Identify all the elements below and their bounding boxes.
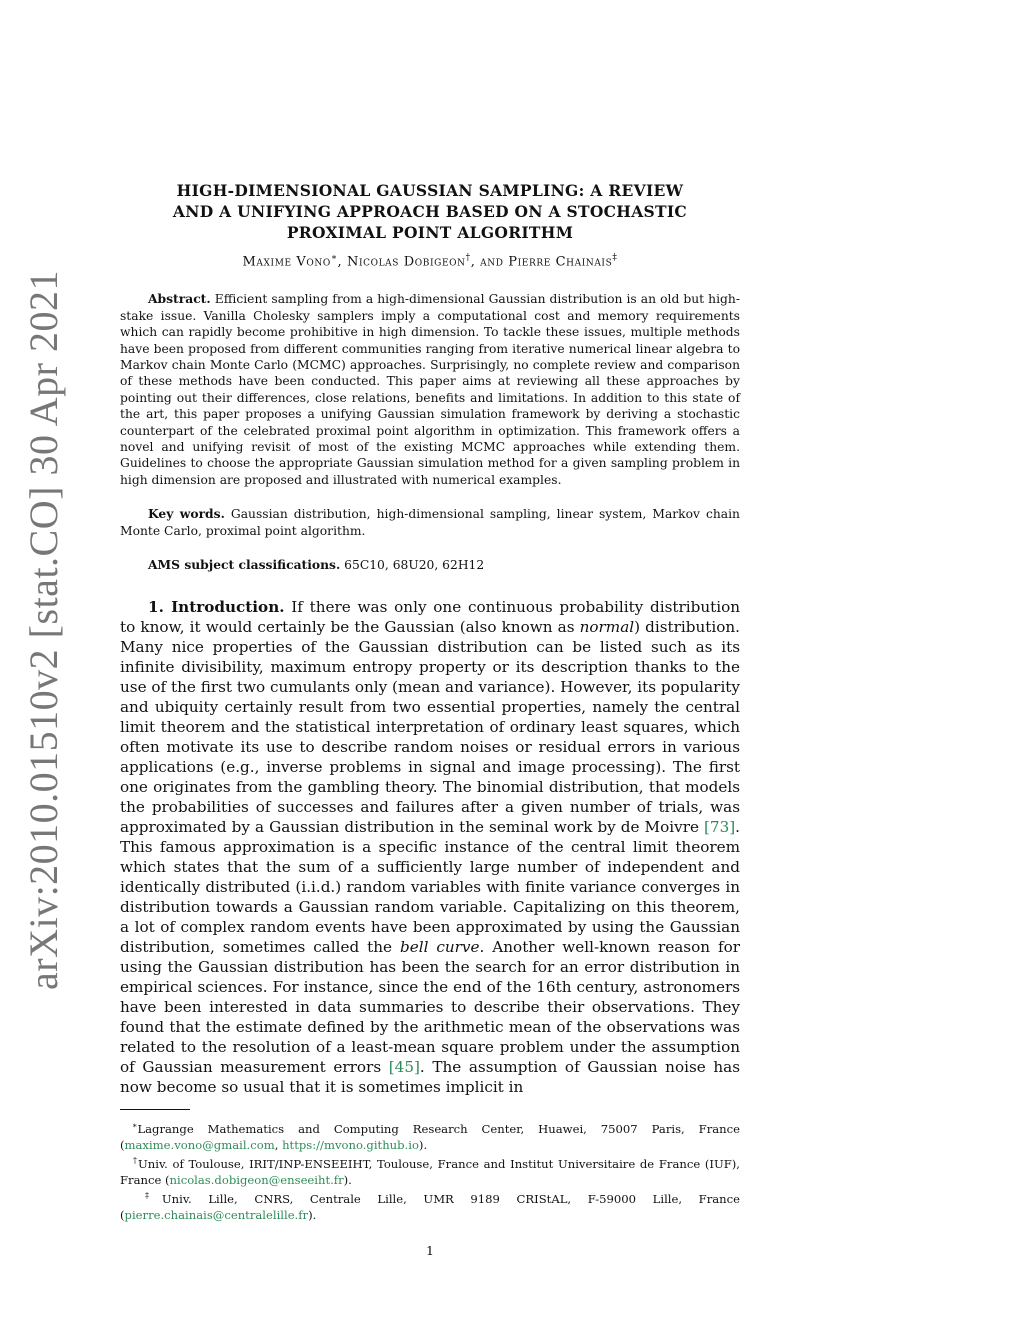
footnote-mark: † (132, 1156, 139, 1166)
footnote-mark[interactable]: ∗ (330, 253, 338, 263)
author-separator: , (337, 254, 348, 270)
intro-text: ) distribution. Many nice properties of the Gaussian distribution can be listed such as its infinite divisibility, maximum entropy property or its description thanks to the use of the first two cumulants only (mean and variance). However, its popularity and ubiquity certainly result from two essential properties, namely the central limit theorem and the statistical interpretation of ordinary least squares, which often motivate its use to describe random noises or residual errors in various applications (e.g., inverse problems in signal and image processing). The first one originates from the gambling theory. The binomial distribution, that models the probabilities of successes and failures after a given number of trials, was approximated by a Gaussian distribution in the seminal work by de Moivre (120, 618, 740, 837)
email-link[interactable]: pierre.chainais@centralelille.fr (124, 1208, 309, 1222)
page-number: 1 (426, 1243, 434, 1258)
footnote-text: ). (343, 1173, 352, 1188)
author-list (120, 253, 740, 269)
intro-text: . This famous approximation is a specific instance of the central limit theorem which states that the sum of a sufficiently large number of independent and identically distributed (i.i.d.) random variables with finite variance converges in distribution towards a Gaussian random variable. Capitalizing on this theorem, a lot of complex random events have been approximated by using the Gaussian distribution, sometimes called the (120, 818, 740, 957)
homepage-link[interactable]: https://mvono.github.io (282, 1138, 419, 1153)
introduction-section (120, 597, 740, 1097)
footnote-rule (120, 1109, 190, 1110)
abstract-text: Efficient sampling from a high-dimensional Gaussian distribution is an old but high-stake issue. Vanilla Cholesky samplers imply a computational cost and memory requirements which can rapidly become prohibitive in high dimension. To tackle these issues, multiple methods have been proposed from different communities ranging from iterative numerical linear algebra to Markov chain Monte Carlo (MCMC) approaches. Surprisingly, no complete review and comparison of these methods have been conducted. This paper aims at reviewing all these approaches by pointing out their differences, close relations, benefits and limitations. In addition to this state of the art, this paper proposes a unifying Gaussian simulation framework by deriving a stochastic counterpart of the celebrated proximal point algorithm in optimization. This framework offers a novel and unifying revisit of most of the existing MCMC approaches while extending them. Guidelines to choose the appropriate Gaussian simulation method for a given sampling problem in high dimension are proposed and illustrated with numerical examples. (120, 292, 740, 487)
ams-text: 65C10, 68U20, 62H12 (344, 558, 485, 573)
emphasis-normal: normal (579, 618, 635, 637)
footnote-2 (120, 1153, 740, 1188)
email-link[interactable]: nicolas.dobigeon@enseeiht.fr (169, 1173, 344, 1188)
footnote-mark: ‡ (132, 1191, 162, 1201)
abstract-label: Abstract. (148, 291, 211, 307)
paper-page (120, 180, 740, 1258)
author-name: Pierre Chainais (508, 254, 613, 270)
citation-link[interactable]: [45] (388, 1058, 420, 1077)
citation-link[interactable]: [73] (703, 818, 736, 837)
arxiv-identifier-stamp: arXiv:2010.01510v2 [stat.CO] 30 Apr 2021 (21, 270, 66, 990)
abstract (120, 291, 740, 488)
emphasis-bell-curve: bell curve (400, 938, 480, 957)
title-line-2: AND A UNIFYING APPROACH BASED ON A STOCHASTIC (172, 202, 688, 221)
email-link[interactable]: maxime.vono@gmail.com (124, 1138, 275, 1153)
title-line-3: PROXIMAL POINT ALGORITHM (286, 223, 574, 242)
footnote-mark[interactable]: † (465, 253, 471, 263)
footnote-text: ). (308, 1208, 317, 1222)
ams-label: AMS subject classifications. (148, 557, 341, 573)
paper-title (120, 180, 740, 243)
intro-text: . The assumption of Gaussian noise has now become so usual that it is sometimes implicit in (120, 1058, 740, 1097)
footnote-1 (120, 1118, 740, 1153)
keywords-label: Key words. (148, 506, 225, 522)
footnote-mark[interactable]: ‡ (612, 253, 618, 263)
section-heading: 1. Introduction. (148, 598, 285, 617)
author-name: Maxime Vono (242, 254, 331, 270)
footnote-mark: ∗ (132, 1121, 138, 1131)
ams-classifications (120, 557, 740, 573)
footnote-text: ). (418, 1138, 428, 1153)
author-name: Nicolas Dobigeon (347, 254, 466, 270)
intro-text: If there was only one continuous probability distribution to know, it would certainly be the Gaussian (also known as (120, 598, 741, 637)
intro-text: . Another well-known reason for using the Gaussian distribution has been the search for an error distribution in empirical sciences. For instance, since the end of the 16th century, astronomers have been interested in data summaries to describe their observations. They found that the estimate defined by the arithmetic mean of the observations was related to the resolution of a least-mean square problem under the assumption of Gaussian measurement errors (120, 938, 741, 1077)
footnotes (120, 1118, 740, 1223)
footnote-text: Univ. Lille, CNRS, Centrale Lille, UMR 9189 CRIStAL, F-59000 Lille, France ( (120, 1192, 740, 1222)
footnote-text: , (274, 1138, 283, 1153)
footnote-3 (120, 1188, 740, 1223)
keywords-text: Gaussian distribution, high-dimensional sampling, linear system, Markov chain Monte Carlo, proximal point algorithm. (120, 507, 740, 538)
title-line-1: HIGH-DIMENSIONAL GAUSSIAN SAMPLING: A REVIEW (176, 181, 684, 200)
footnote-text: Lagrange Mathematics and Computing Research Center, Huawei, 75007 Paris, France ( (120, 1122, 740, 1153)
author-separator: , and (470, 254, 509, 270)
footnote-text: Univ. of Toulouse, IRIT/INP-ENSEEIHT, Toulouse, France and Institut Universitaire de France (IUF), France ( (120, 1157, 740, 1188)
keywords (120, 506, 740, 539)
